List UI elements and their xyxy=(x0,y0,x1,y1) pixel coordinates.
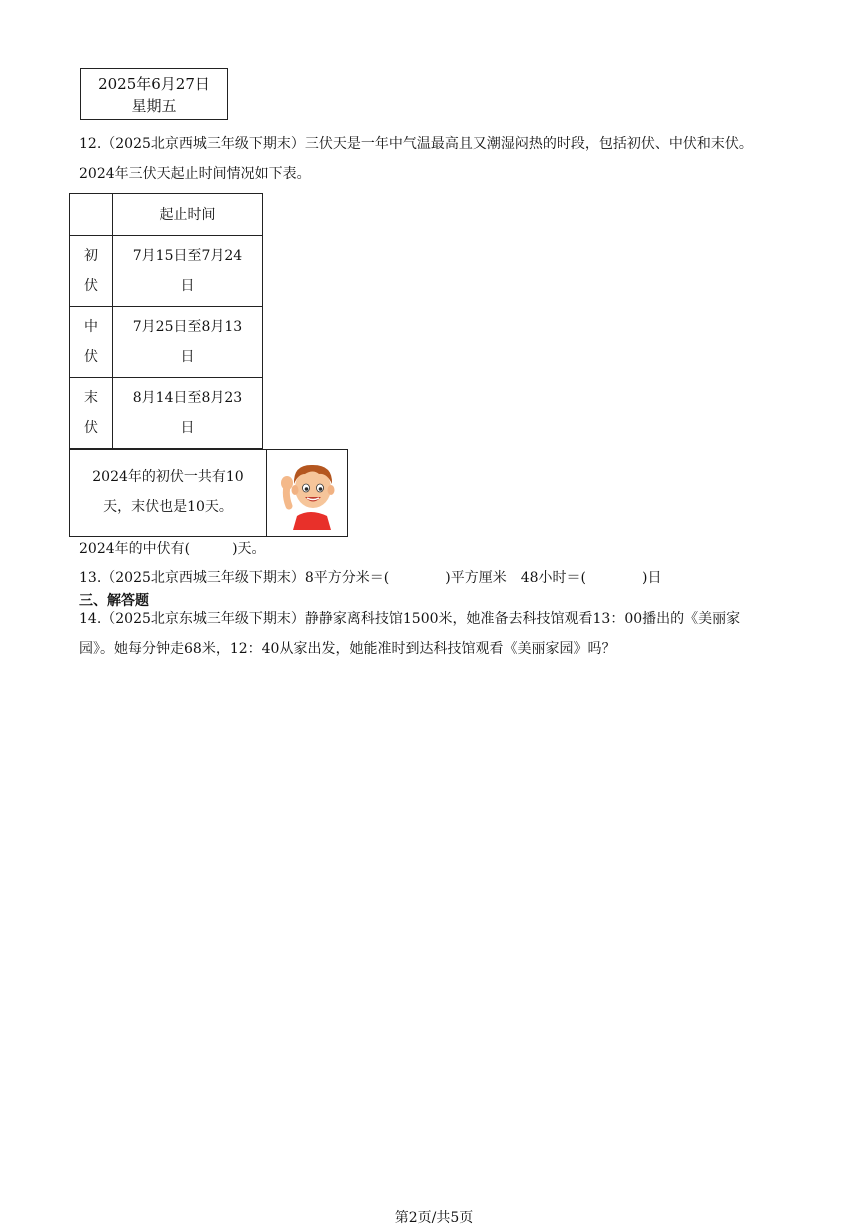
q12-text-line1: 12.（2025北京西城三年级下期末）三伏天是一年中气温最高且又潮湿闷热的时段，包括初伏、中伏和末伏。 xyxy=(79,136,753,152)
page-footer: 第2页/共5页 xyxy=(394,1210,474,1226)
row-name xyxy=(70,378,113,449)
q12-text-line2: 2024年三伏天起止时间情况如下表。 xyxy=(79,166,311,182)
row-time xyxy=(113,378,263,449)
row-time xyxy=(113,307,263,378)
q14-text-line1: 14.（2025北京东城三年级下期末）静静家离科技馆1500米，她准备去科技馆观看13：00播出的《美丽家 xyxy=(79,611,741,627)
table-header-row xyxy=(70,194,263,236)
q12-question: 2024年的中伏有( )天。 xyxy=(79,541,266,557)
row-time-line2: 日 xyxy=(180,420,195,436)
row-name xyxy=(70,236,113,307)
row-name-line2: 伏 xyxy=(84,278,98,294)
table-header-time: 起止时间 xyxy=(113,194,263,236)
row-name-line1: 中 xyxy=(84,319,98,335)
table-header-empty xyxy=(70,194,113,236)
row-name-line2: 伏 xyxy=(84,349,98,365)
q14-text-line2: 园》。她每分钟走68米，12：40从家出发，她能准时到达科技馆观看《美丽家园》吗？ xyxy=(79,641,616,657)
row-time-line1: 8月14日至8月23 xyxy=(132,390,243,406)
row-time-line2: 日 xyxy=(180,349,195,365)
date-box xyxy=(80,68,228,120)
row-time-line2: 日 xyxy=(180,278,195,294)
speech-box xyxy=(69,449,348,537)
row-time-line1: 7月15日至7月24 xyxy=(132,248,243,264)
row-time xyxy=(113,236,263,307)
section-heading: 三、解答题 xyxy=(79,593,149,609)
speech-line1: 2024年的初伏一共有10 xyxy=(92,469,244,485)
cartoon-boy-waving-icon xyxy=(275,456,345,530)
row-name xyxy=(70,307,113,378)
speech-text xyxy=(70,462,266,522)
row-time-line1: 7月25日至8月13 xyxy=(132,319,243,335)
table-row xyxy=(70,307,263,378)
table-row xyxy=(70,236,263,307)
row-name-line2: 伏 xyxy=(84,420,98,436)
weekday-text: 星期五 xyxy=(131,97,177,115)
speech-line2: 天，末伏也是10天。 xyxy=(103,499,233,515)
row-name-line1: 初 xyxy=(84,248,98,264)
sanfu-table xyxy=(69,193,263,449)
speech-divider xyxy=(266,450,267,536)
q13-text: 13.（2025北京西城三年级下期末）8平方分米＝( )平方厘米 48小时＝( )日 xyxy=(79,570,662,586)
table-row xyxy=(70,378,263,449)
date-text: 2025年6月27日 xyxy=(98,75,210,93)
row-name-line1: 末 xyxy=(84,390,98,406)
